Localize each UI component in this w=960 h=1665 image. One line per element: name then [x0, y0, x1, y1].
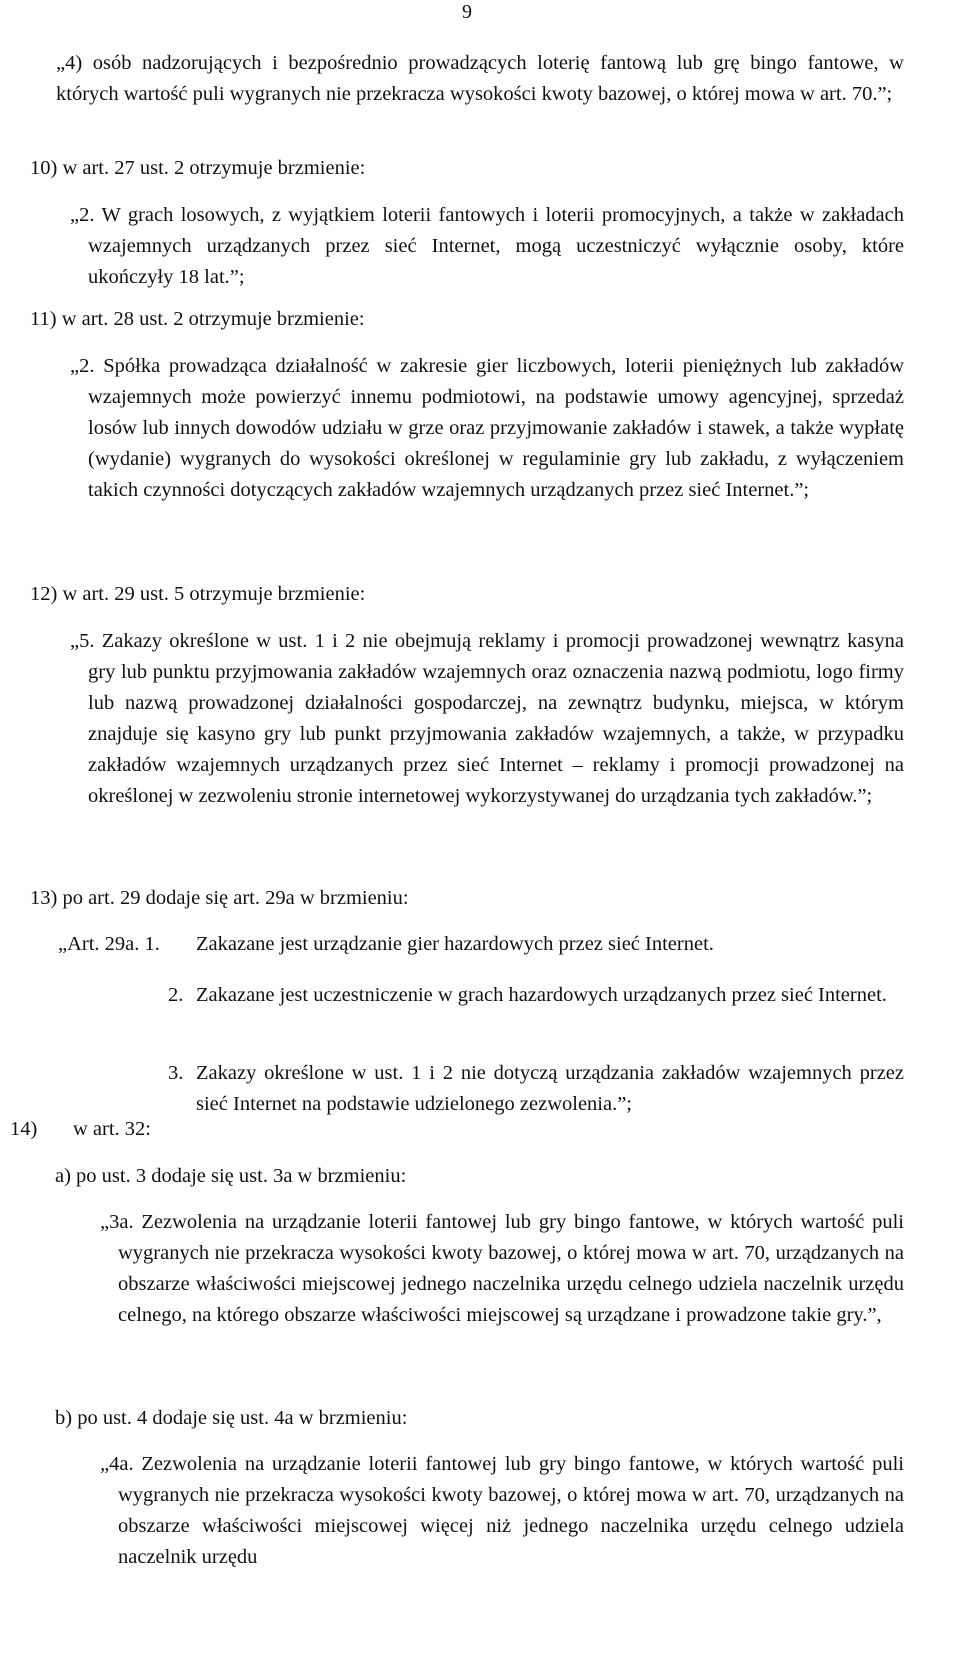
- item-12-header: 12) w art. 29 ust. 5 otrzymuje brzmienie:: [30, 583, 366, 605]
- item-14a-text: „3a. Zezwolenia na urządzanie loterii fantowej lub gry bingo fantowe, w których wartość puli wygranych nie przekracza wysokości kwoty bazowej, o której mowa w art. 70, urządzanych na obszarze właściwości miejscowej jednego naczelnika urzędu celnego udziela naczelnik urzędu celnego, na którego obszarze właściwości miejscowej są urządzane i prowadzone takie gry.”,: [100, 1211, 904, 1326]
- article-29a-num-3: 3.: [168, 1062, 184, 1084]
- item-4-text: „4) osób nadzorujących i bezpośrednio prowadzących loterię fantową lub grę bingo fantowe, w których wartość puli wygranych nie przekracza wysokości kwoty bazowej, o której mowa w art. 70.”;: [56, 52, 904, 105]
- item-13-header: 13) po art. 29 dodaje się art. 29a w brzmieniu:: [30, 887, 409, 909]
- article-29a-para-3: Zakazy określone w ust. 1 i 2 nie dotyczą urządzania zakładów wzajemnych przez sieć Internet na podstawie udzielonego zezwolenia.”;: [196, 1062, 904, 1115]
- page-number: 9: [462, 1, 472, 23]
- item-11-text: „2. Spółka prowadząca działalność w zakresie gier liczbowych, loterii pieniężnych lub zakładów wzajemnych może powierzyć innemu podmiotowi, na podstawie umowy agencyjnej, sprzedaż losów lub innych dowodów udziału w grze oraz przyjmowanie zakładów i stawek, a także wypłatę (wydanie) wygranych do wysokości określonej w regulaminie gry lub zakładu, z wyłączeniem takich czynności dotyczących zakładów wzajemnych urządzanych przez sieć Internet.”;: [70, 355, 904, 501]
- item-10-text: „2. W grach losowych, z wyjątkiem loterii fantowych i loterii promocyjnych, a także w zakładach wzajemnych urządzanych przez sieć Internet, mogą uczestniczyć wyłącznie osoby, które ukończyły 18 lat.”;: [70, 204, 904, 288]
- item-11-header: 11) w art. 28 ust. 2 otrzymuje brzmienie:: [30, 308, 365, 330]
- item-10-header: 10) w art. 27 ust. 2 otrzymuje brzmienie:: [30, 157, 366, 179]
- item-14a-header: a) po ust. 3 dodaje się ust. 3a w brzmieniu:: [55, 1165, 407, 1187]
- article-29a-num-2: 2.: [168, 984, 184, 1006]
- article-29a-label: „Art. 29a. 1.: [58, 933, 160, 955]
- article-29a-para-2: Zakazane jest uczestniczenie w grach hazardowych urządzanych przez sieć Internet.: [196, 984, 887, 1006]
- item-14b-text: „4a. Zezwolenia na urządzanie loterii fantowej lub gry bingo fantowe, w których wartość puli wygranych nie przekracza wysokości kwoty bazowej, o której mowa w art. 70, urządzanych na obszarze właściwości miejscowej więcej niż jednego naczelnika urzędu celnego udziela naczelnik urzędu: [100, 1453, 904, 1568]
- item-14-header: w art. 32:: [73, 1118, 151, 1140]
- item-14-number: 14): [10, 1118, 38, 1140]
- item-14b-header: b) po ust. 4 dodaje się ust. 4a w brzmieniu:: [55, 1407, 408, 1429]
- item-12-text: „5. Zakazy określone w ust. 1 i 2 nie obejmują reklamy i promocji prowadzonej wewnątrz kasyna gry lub punktu przyjmowania zakładów wzajemnych oraz oznaczenia nazwą podmiotu, logo firmy lub nazwą prowadzonej działalności gospodarczej, na zewnątrz budynku, miejsca, w którym znajduje się kasyno gry lub punkt przyjmowania zakładów wzajemnych, a także, w przypadku zakładów wzajemnych urządzanych przez sieć Internet – reklamy i promocji prowadzonej na określonej w zezwoleniu stronie internetowej wykorzystywanej do urządzania tych zakładów.”;: [70, 630, 904, 807]
- article-29a-para-1: Zakazane jest urządzanie gier hazardowych przez sieć Internet.: [196, 933, 714, 955]
